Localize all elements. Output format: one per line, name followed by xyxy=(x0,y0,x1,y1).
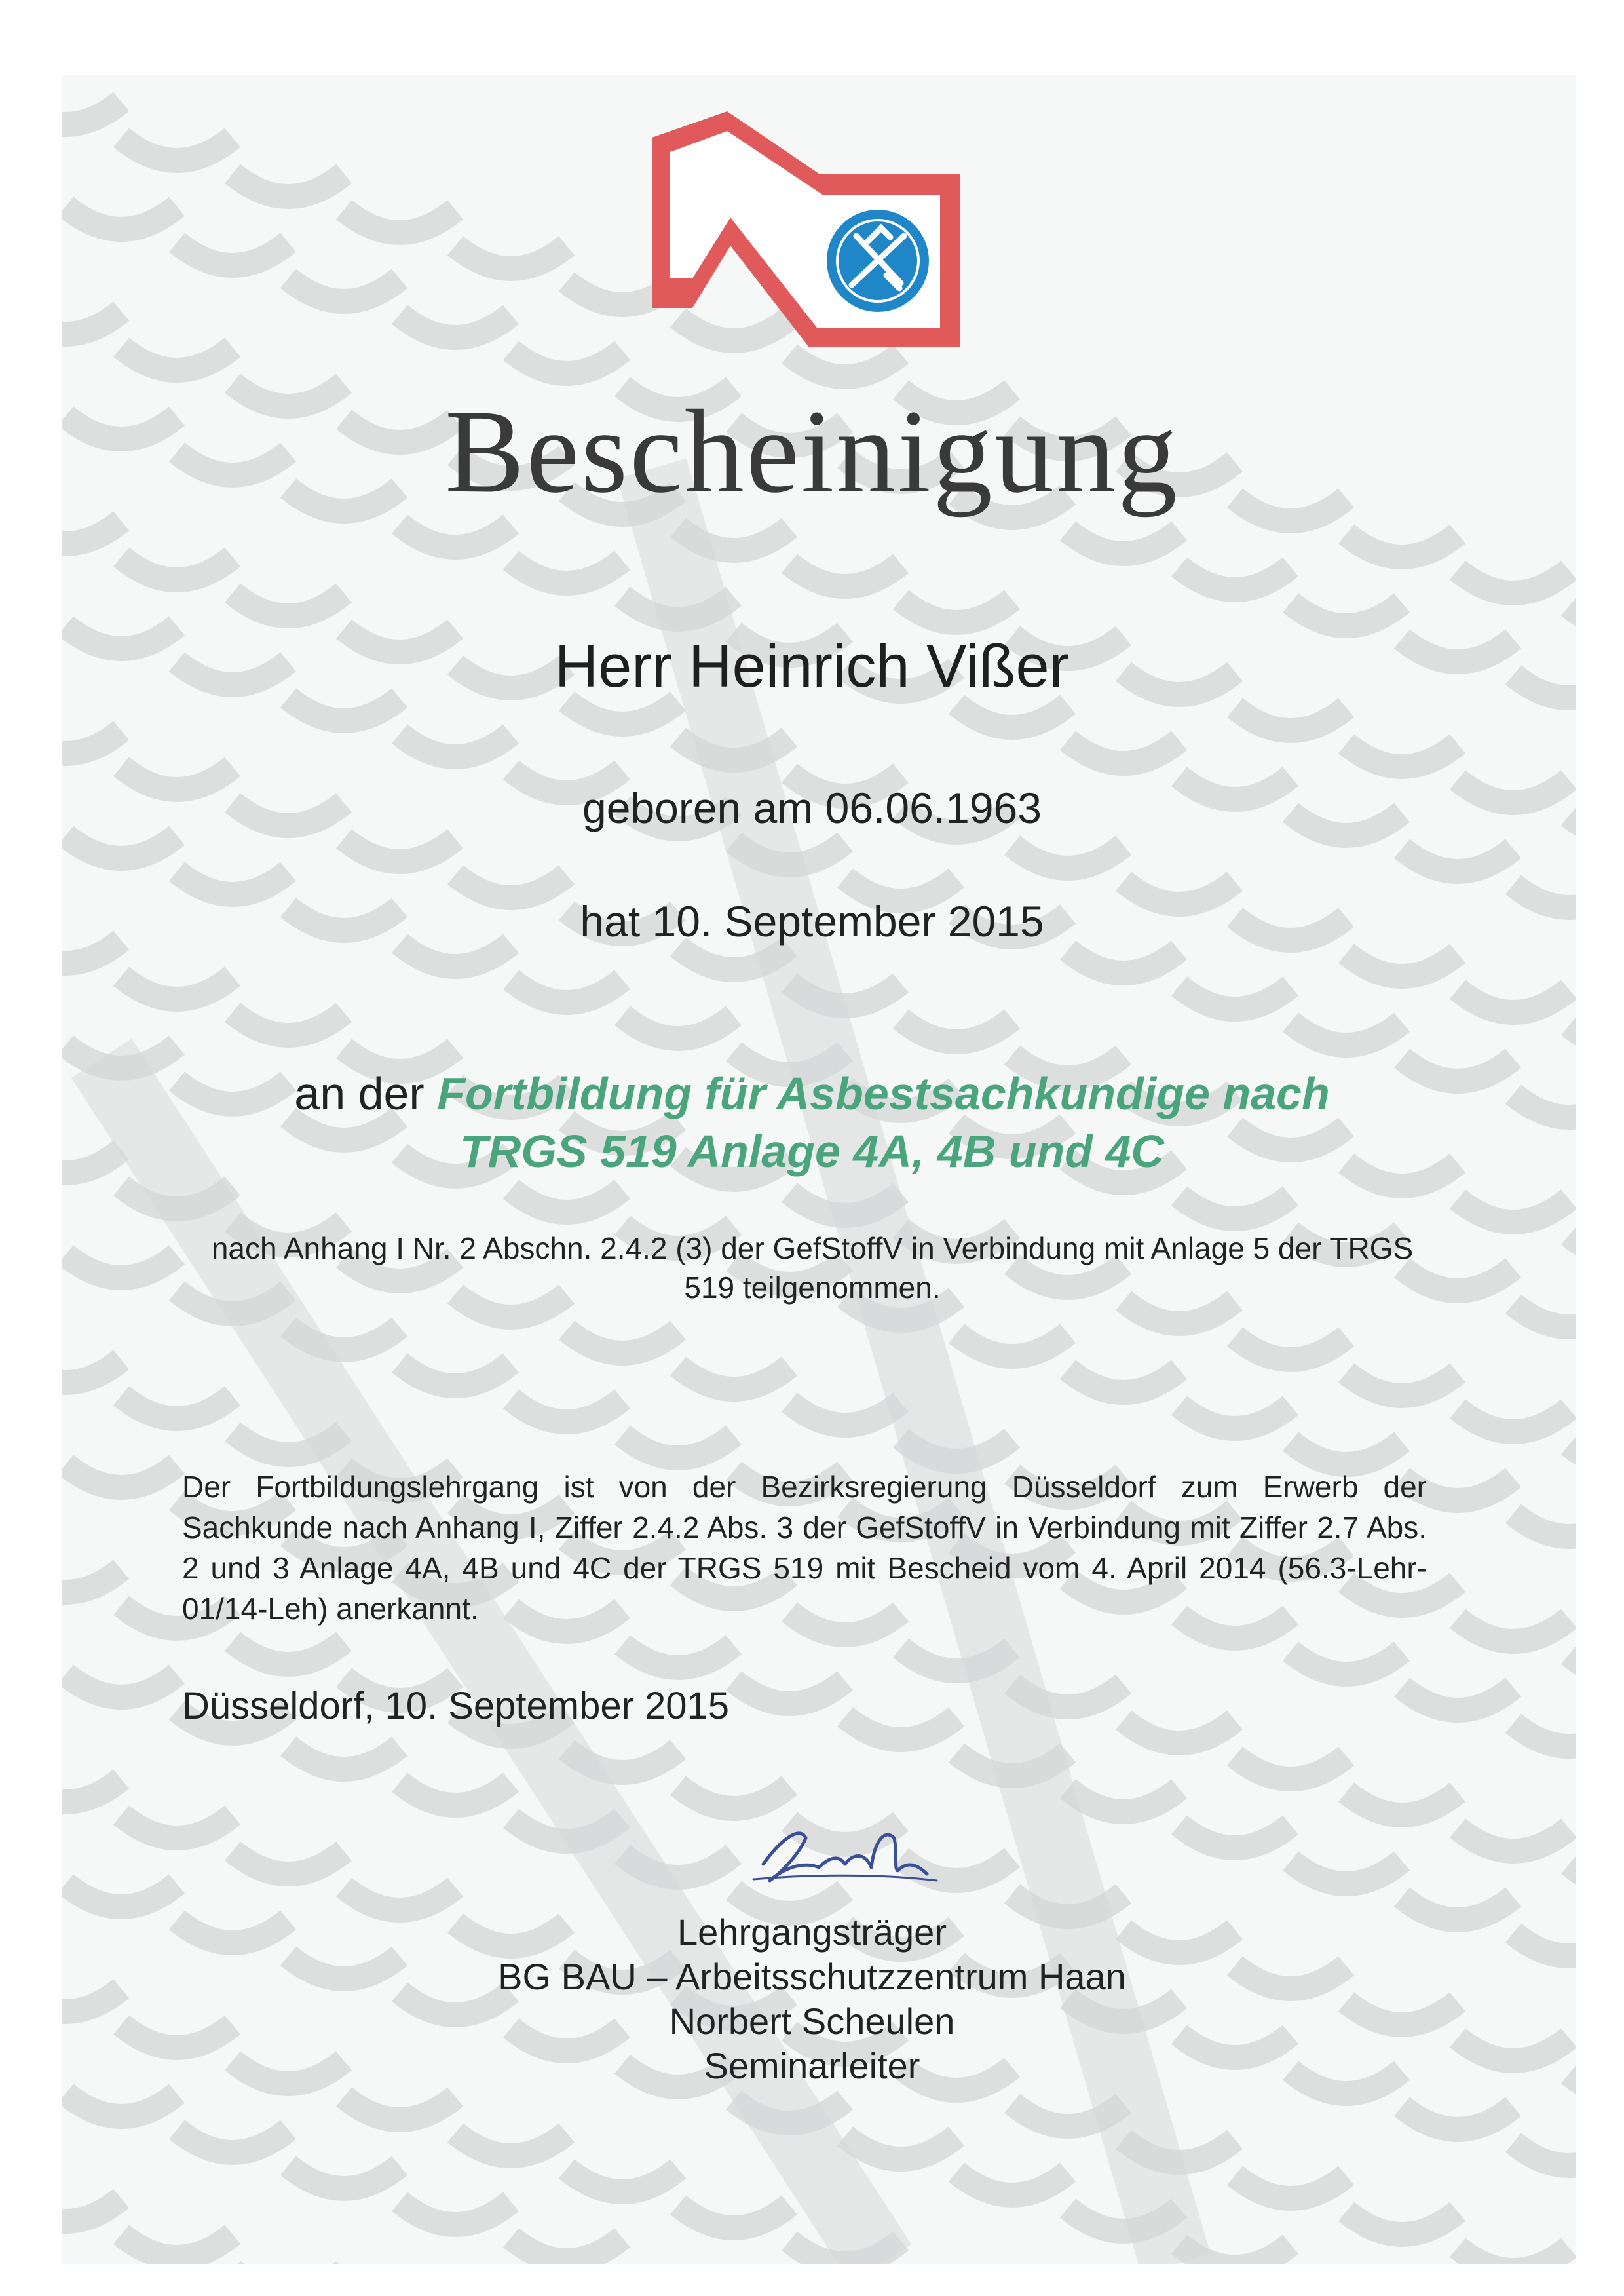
handwritten-signature xyxy=(740,1802,950,1907)
legal-basis-text: nach Anhang I Nr. 2 Abschn. 2.4.2 (3) der GefStoffV in Verbindung mit Anlage 5 der TRGS 519 teilgenommen. xyxy=(211,1231,1414,1305)
signer-organization: BG BAU – Arbeitsschutzzentrum Haan xyxy=(498,1956,1126,1997)
course-title-line-1 xyxy=(0,1065,1624,1122)
course-prefix: an der xyxy=(294,1068,425,1119)
course-title-block xyxy=(0,1065,1624,1180)
roofer-guild-logo xyxy=(652,111,966,347)
recipient-name: Herr Heinrich Vißer xyxy=(554,633,1070,700)
approval-paragraph: Der Fortbildungslehrgang ist von der Bezirksregierung Düsseldorf zum Erwerb der Sachkunde nach Anhang I, Ziffer 2.4.2 Abs. 3 der GefStoffV in Verbindung mit Ziffer 2.7 Abs. 2 und 3 Anlage 4A, 4B und 4C der TRGS 519 mit Bescheid vom 4. April 2014 (56.3-Lehr-01/14-Leh) anerkannt. xyxy=(182,1470,1427,1626)
place-and-date: Düsseldorf, 10. September 2015 xyxy=(182,1685,730,1727)
signer-position: Seminarleiter xyxy=(704,2045,920,2086)
signer-name: Norbert Scheulen xyxy=(669,2000,955,2042)
birth-date-line: geboren am 06.06.1963 xyxy=(582,784,1042,832)
signer-role: Lehrgangsträger xyxy=(677,1911,947,1953)
course-title-part-2: TRGS 519 Anlage 4A, 4B und 4C xyxy=(460,1126,1164,1177)
signature-block xyxy=(0,1910,1624,2088)
course-title-part-1: Fortbildung für Asbestsachkundige nach xyxy=(437,1068,1330,1119)
participation-date-line: hat 10. September 2015 xyxy=(580,897,1044,946)
certificate-title: Bescheinigung xyxy=(445,386,1179,518)
